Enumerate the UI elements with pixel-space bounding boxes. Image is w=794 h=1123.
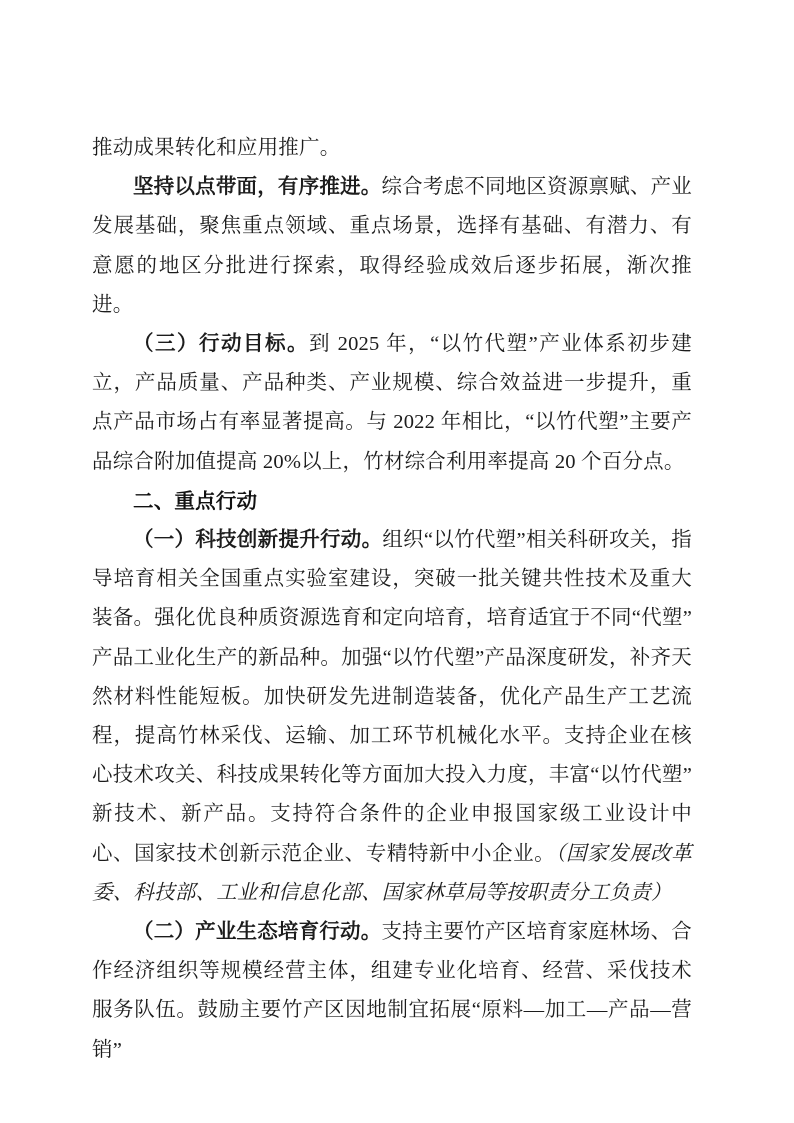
- responsible-departments-note: （国家发展改革委、科技部、工业和信息化部、国家林草局等按职责分工负责）: [92, 842, 692, 904]
- paragraph-action-goals: [92, 325, 692, 482]
- paragraph-text: 综合考虑不同地区资源禀赋、产业发展基础，聚焦重点领域、重点场景，选择有基础、有潜力、有意愿的地区分批进行探索，取得经验成效后逐步拓展，渐次推进。: [92, 176, 693, 316]
- paragraph-lead: （三）行动目标。: [133, 333, 310, 356]
- paragraph-lead: （二）产业生态培育行动。: [133, 921, 382, 944]
- section-heading-text: 二、重点行动: [133, 489, 258, 513]
- paragraph-text: 组织“以竹代塑”相关科研攻关，指导培育相关全国重点实验室建设，突破一批关键共性技术及重大装备。强化优良种质资源选育和定向培育，培育适宜于不同“代塑”产品工业化生产的新品种。加强“以竹代塑”产品深度研发，补齐天然材料性能短板。加快研发先进制造装备，优化产品生产工艺流程，提高竹林采伐、运输、加工环节机械化水平。支持企业在核心技术攻关、科技成果转化等方面加大投入力度，丰富“以竹代塑”新技术、新产品。支持符合条件的企业申报国家级工业设计中心、国家技术创新示范企业、专精特新中小企业。: [92, 529, 692, 865]
- section-heading-key-actions: [92, 482, 692, 521]
- paragraph-text: 到 2025 年，“以竹代塑”产业体系初步建立，产品质量、产品种类、产业规模、综合效益进一步提升，重点产品市场占有率显著提高。与 2022 年相比，“以竹代塑”主要产品综合附加值提高 20%以上，竹材综合利用率提高 20 个百分点。: [92, 333, 692, 473]
- paragraph-text: 推动成果转化和应用推广。: [92, 137, 341, 159]
- document-content: [92, 129, 692, 1070]
- paragraph-continuation: [92, 129, 692, 168]
- paragraph-lead: （一）科技创新提升行动。: [133, 529, 383, 552]
- paragraph-text: 支持主要竹产区培育家庭林场、合作经济组织等规模经营主体，组建专业化培育、经营、采伐技术服务队伍。鼓励主要竹产区因地制宜拓展“原料—加工—产品—营销”: [92, 921, 693, 1061]
- paragraph-industry-ecology: [92, 913, 692, 1070]
- paragraph-lead: 坚持以点带面，有序推进。: [133, 176, 382, 199]
- paragraph-sci-tech-innovation: [92, 521, 692, 913]
- paragraph-principle: [92, 168, 692, 325]
